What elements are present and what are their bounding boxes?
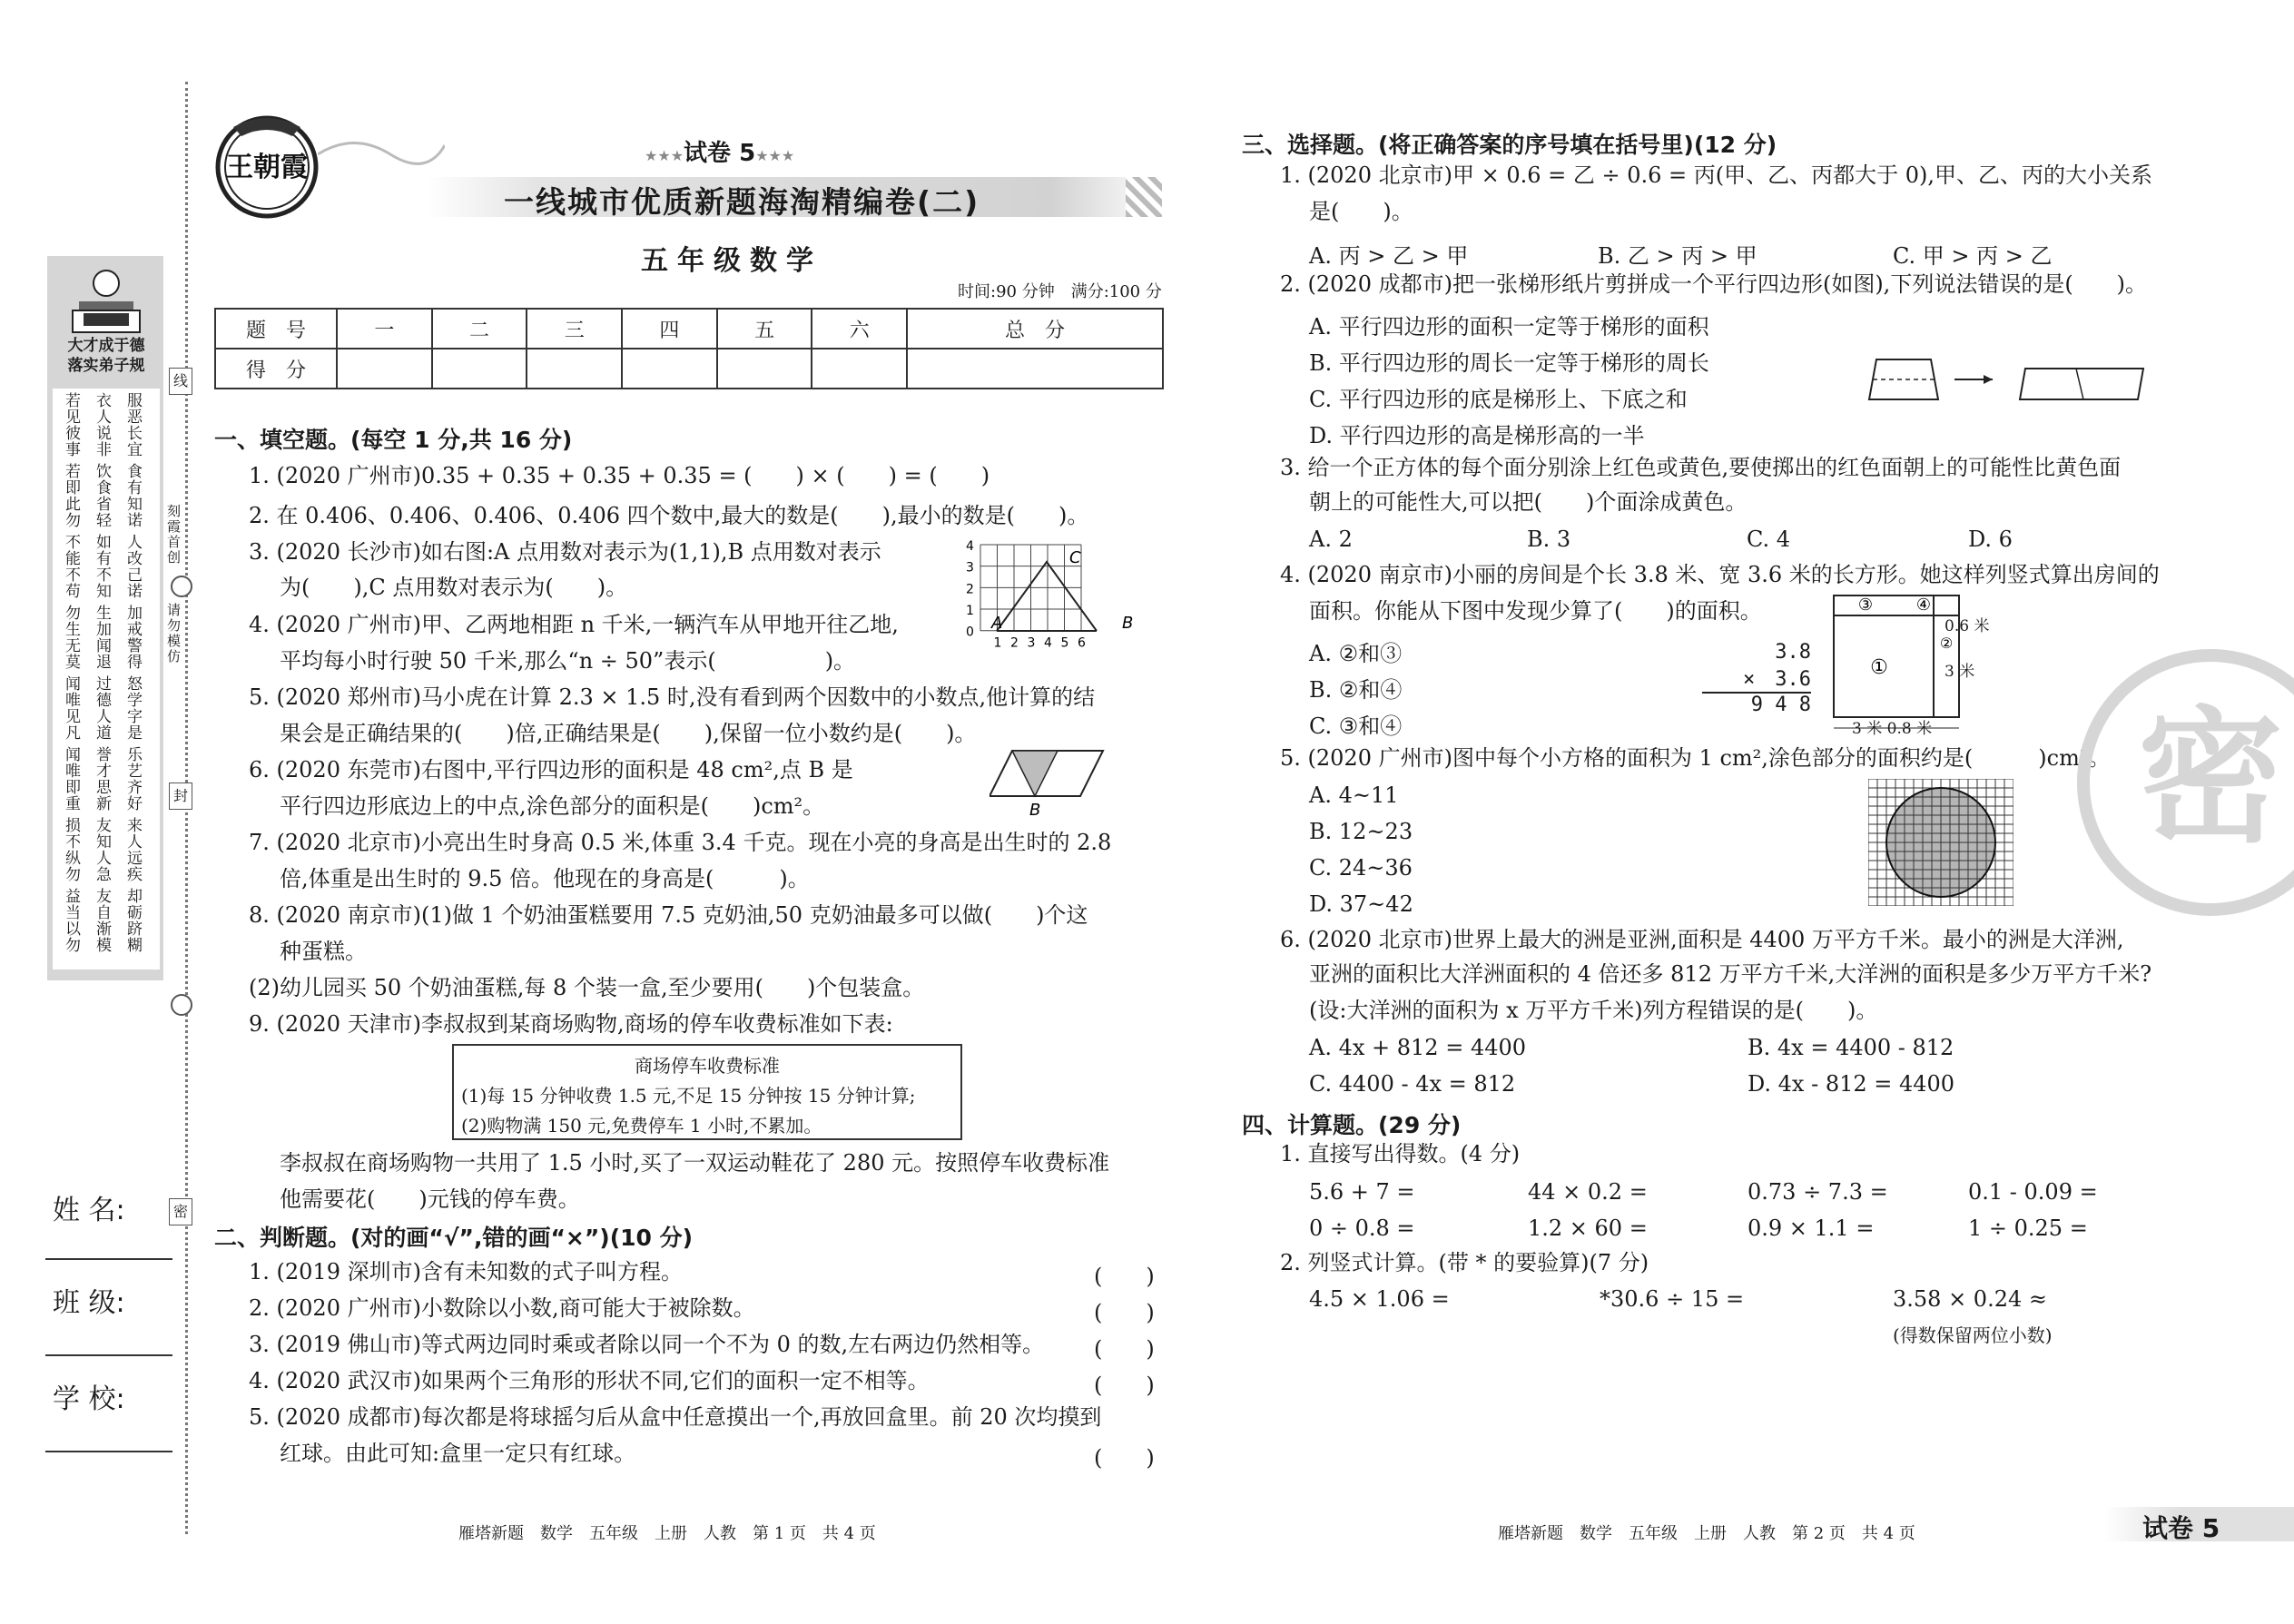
s3-q6-opt-c[interactable]: C. 4400 - 4x = 812: [1309, 1071, 1516, 1097]
s3-q3-opt-c[interactable]: C. 4: [1747, 527, 1791, 552]
s3-q3-opt-a[interactable]: A. 2: [1309, 527, 1353, 552]
motto-column: 若见彼事: [62, 392, 80, 458]
score-cell: 四: [622, 309, 717, 349]
sidebar-motto-top: 大才成于德 落实弟子规: [67, 337, 145, 375]
coordinate-grid-figure: [962, 537, 1153, 674]
seal-character: 密: [2137, 693, 2284, 862]
s3-q6a: 6. (2020 北京市)世界上最大的洲是亚洲,面积是 4400 万平方千米。最小的洲是大洋洲,: [1280, 927, 2124, 952]
s4-calc: 0.73 ÷ 7.3 =: [1748, 1179, 1888, 1205]
s3-q2a: 2. (2020 成都市)把一张梯形纸片剪拼成一个平行四边形(如图),下列说法错误的是( )。: [1280, 271, 2148, 297]
region-1-label: ①: [1870, 656, 1888, 679]
motto-column: 怒学字是: [123, 675, 142, 741]
point-c-label: C: [1069, 548, 1081, 567]
logo-text: 王朝霞: [226, 152, 308, 183]
footer-badge: 试卷 5: [2142, 1513, 2220, 1543]
time-info: 时间:90 分钟 满分:100 分: [958, 282, 1162, 301]
seal-label-mi: 密: [169, 1198, 192, 1225]
vertical-multiplication: [1702, 641, 1811, 716]
grid-y-tick: 2: [966, 582, 974, 597]
s2-item-5: 5. (2020 成都市)每次都是将球摇匀后从盒中任意摸出一个,再放回盒里。前 20 次均摸到: [249, 1404, 1102, 1430]
motto-column: 如有不知: [93, 534, 111, 599]
school-label: 学 校:: [53, 1383, 125, 1415]
s3-q1a: 1. (2020 北京市)甲 × 0.6 = 乙 ÷ 0.6 = 丙(甲、乙、丙都大于 0),甲、乙、丙的大小关系: [1280, 162, 2153, 188]
seal-circle-icon-2: [171, 994, 192, 1016]
s3-q3a: 3. 给一个正方体的每个面分别涂上红色或黄色,要使掷出的红色面朝上的可能性比黄色面: [1280, 455, 2122, 480]
s1-q5a: 5. (2020 郑州市)马小虎在计算 2.3 × 1.5 时,没有看到两个因数中的小数点,他计算的结: [249, 684, 1096, 710]
score-cell: 六: [812, 309, 907, 349]
motto-column: 勿生无莫: [62, 605, 80, 670]
s1-q9b: 李叔叔在商场购物一共用了 1.5 小时,买了一双运动鞋花了 280 元。按照停车收费标准: [280, 1150, 1110, 1176]
s3-q2-opt-a[interactable]: A. 平行四边形的面积一定等于梯形的面积: [1309, 314, 1709, 340]
s3-q2-opt-c[interactable]: C. 平行四边形的底是梯形上、下底之和: [1309, 387, 1688, 412]
region-4-label: ④: [1915, 595, 1932, 615]
score-table-score-row: [215, 349, 1163, 389]
calc-line-3: 9 4 8: [1750, 694, 1811, 716]
s4-sub2: 2. 列竖式计算。(带 * 的要验算)(7 分): [1280, 1250, 1649, 1275]
parking-fee-box: [452, 1044, 962, 1140]
s3-q3-opt-b[interactable]: B. 3: [1527, 527, 1571, 552]
banner-checker: [1126, 177, 1162, 217]
s4-calc: 1.2 × 60 =: [1528, 1216, 1648, 1241]
motto-column: 闻唯即重: [62, 746, 80, 812]
seal-label-feng: 封: [169, 782, 192, 810]
brand-logo: [211, 109, 324, 222]
motto-column: 衣人说非: [93, 392, 111, 458]
grid-y-tick: 3: [966, 560, 974, 576]
parking-box-rule-2: (2)购物满 150 元,免费停车 1 小时,不累加。: [461, 1115, 822, 1137]
exam-title: 一线城市优质新题海淘精编卷(二): [504, 184, 980, 220]
grid-x-tick: 3: [1027, 635, 1036, 651]
s3-q5-opt-d[interactable]: D. 37~42: [1309, 891, 1413, 917]
motto-column: 饮食省轻: [93, 463, 111, 528]
s1-q3a: 3. (2020 长沙市)如右图:A 点用数对表示为(1,1),B 点用数对表示: [249, 539, 881, 565]
section2-title: 二、判断题。(对的画“√”,错的画“×”)(10 分): [214, 1225, 694, 1251]
motto-column: 却砺跻糊: [123, 888, 142, 953]
s2-item-1: 1. (2019 深圳市)含有未知数的式子叫方程。: [249, 1259, 683, 1284]
score-cell: 总 分: [907, 309, 1163, 349]
footer-right: 雁塔新题 数学 五年级 上册 人教 第 2 页 共 4 页: [1498, 1524, 1915, 1543]
motto-column: 益当以勿: [62, 888, 80, 953]
motto-column: 加戒警得: [123, 605, 142, 670]
s2-item-5b: 红球。由此可知:盒里一定只有红球。: [280, 1441, 636, 1466]
circle-grid-figure: [1868, 779, 2013, 906]
sidebar-copyright-2: 请勿模仿: [165, 603, 182, 664]
region-2-label: ②: [1939, 635, 1954, 652]
motto-column: 人改己诺: [123, 534, 142, 599]
s3-q6-opt-d[interactable]: D. 4x - 812 = 4400: [1748, 1071, 1955, 1097]
s1-q8c: (2)幼儿园买 50 个奶油蛋糕,每 8 个装一盒,至少要用( )个包装盒。: [249, 975, 925, 1000]
motto-column: 生加闻退: [93, 605, 111, 670]
s4-calc: 44 × 0.2 =: [1528, 1179, 1648, 1205]
score-cell: 五: [717, 309, 812, 349]
s3-q5a: 5. (2020 广州市)图中每个小方格的面积为 1 cm²,涂色部分的面积约是( )cm²。: [1280, 745, 2111, 771]
judge-answer-1[interactable]: ( ): [1094, 1264, 1155, 1289]
s4-vertical-calc: *30.6 ÷ 15 =: [1600, 1286, 1745, 1312]
calc-line-1: 3.8: [1775, 641, 1811, 664]
confidential-seal-watermark: [2074, 646, 2294, 919]
dim-06: 0.6 米: [1944, 617, 1990, 635]
s3-q4-opt-a[interactable]: A. ②和③: [1309, 641, 1403, 666]
trapezoid-to-parallelogram-figure: [1866, 352, 2147, 407]
subject-title: 五年级数学: [641, 245, 822, 277]
s4-calc: 0.1 - 0.09 =: [1968, 1179, 2098, 1205]
point-a-label: A: [991, 614, 1003, 633]
seal-label-xian: 线: [169, 368, 192, 395]
s3-q3b: 朝上的可能性大,可以把( )个面涂成黄色。: [1309, 489, 1748, 515]
s1-q2: 2. 在 0.406、0.406、0.406、0.406 四个数中,最大的数是( ),最小的数是( )。: [249, 503, 1089, 528]
region-3-label: ③: [1857, 595, 1874, 615]
s3-q6-opt-b[interactable]: B. 4x = 4400 - 812: [1748, 1035, 1954, 1060]
s3-q6c: (设:大洋洲的面积为 x 万平方千米)列方程错误的是( )。: [1309, 998, 1878, 1023]
sidebar-motto-columns: [56, 392, 156, 964]
s2-item-3: 3. (2019 佛山市)等式两边同时乘或者除以同一个不为 0 的数,左右两边仍然相等。: [249, 1332, 1045, 1357]
section4-title: 四、计算题。(29 分): [1242, 1112, 1462, 1138]
motto-column: 不能不苟: [62, 534, 80, 599]
score-table-header-row: [215, 309, 1163, 349]
parking-box-title: 商场停车收费标准: [635, 1055, 780, 1077]
s1-q6b: 平行四边形底边上的中点,涂色部分的面积是( )cm²。: [280, 793, 825, 819]
score-input[interactable]: [432, 349, 527, 389]
motto-column: 闻唯见凡: [62, 675, 80, 741]
seal-circle-icon: [171, 576, 192, 597]
sidebar-copyright-1: 刻霞首创: [165, 504, 182, 566]
score-input[interactable]: [527, 349, 622, 389]
class-label: 班 级:: [53, 1287, 125, 1319]
name-field[interactable]: [45, 1258, 172, 1260]
ribbon-decoration: [318, 127, 445, 182]
judge-answer-2[interactable]: ( ): [1094, 1300, 1155, 1325]
s4-sub1: 1. 直接写出得数。(4 分): [1280, 1141, 1521, 1166]
s2-item-4: 4. (2020 武汉市)如果两个三角形的形状不同,它们的面积一定不相等。: [249, 1368, 930, 1393]
grid-x-tick: 6: [1078, 635, 1086, 651]
judge-answer-3[interactable]: ( ): [1094, 1336, 1155, 1362]
grid-y-tick: 1: [966, 604, 974, 619]
s4-calc: 1 ÷ 0.25 =: [1968, 1216, 2088, 1241]
s3-q5-opt-b[interactable]: B. 12~23: [1309, 819, 1413, 844]
s1-q1: 1. (2020 广州市)0.35 + 0.35 + 0.35 + 0.35 = ( ) × ( ) = ( ): [249, 463, 990, 488]
s1-q7b: 倍,体重是出生时的 9.5 倍。他现在的身高是( )。: [280, 866, 810, 891]
motto-column: 友自渐模: [93, 888, 111, 953]
score-input[interactable]: [717, 349, 812, 389]
grid-y-tick: 0: [966, 625, 974, 640]
dim-3m: 3 米: [1944, 663, 1975, 681]
s3-q1-opt-b[interactable]: B. 乙 > 丙 > 甲: [1598, 243, 1757, 269]
s3-q1-opt-a[interactable]: A. 丙 > 乙 > 甲: [1309, 243, 1469, 269]
student-figure-icon: [56, 263, 156, 336]
s3-q6-opt-a[interactable]: A. 4x + 812 = 4400: [1309, 1035, 1527, 1060]
motto-column: 来人远疾: [123, 817, 142, 882]
s1-q4a: 4. (2020 广州市)甲、乙两地相距 n 千米,一辆汽车从甲地开往乙地,: [249, 612, 899, 637]
score-input[interactable]: [622, 349, 717, 389]
score-row-label: 得 分: [215, 349, 337, 389]
judge-answer-5[interactable]: ( ): [1094, 1445, 1155, 1471]
score-input[interactable]: [907, 349, 1163, 389]
s1-q6a: 6. (2020 东莞市)右图中,平行四边形的面积是 48 cm²,点 B 是: [249, 757, 853, 782]
s1-q3b: 为( ),C 点用数对表示为( )。: [280, 575, 628, 600]
exam-number: ★★★试卷 5★★★: [645, 140, 795, 167]
s4-calc: 5.6 + 7 =: [1309, 1179, 1415, 1205]
s1-q9c: 他需要花( )元钱的停车费。: [280, 1186, 580, 1212]
judge-answer-4[interactable]: ( ): [1094, 1373, 1155, 1398]
s1-q7a: 7. (2020 北京市)小亮出生时身高 0.5 米,体重 3.4 千克。现在小亮的身高是出生时的 2.8: [249, 830, 1112, 855]
grid-x-tick: 2: [1010, 635, 1019, 651]
s3-q5-opt-c[interactable]: C. 24~36: [1309, 855, 1413, 881]
s3-q1b: 是( )。: [1309, 199, 1413, 224]
motto-column: 乐艺齐好: [123, 746, 142, 812]
s3-q2-opt-d[interactable]: D. 平行四边形的高是梯形高的一半: [1309, 423, 1645, 448]
grid-y-tick: 4: [966, 539, 974, 554]
s4-vertical-calc: 4.5 × 1.06 =: [1309, 1286, 1450, 1312]
s1-q5b: 果会是正确结果的( )倍,正确结果是( ),保留一位小数约是( )。: [280, 721, 977, 746]
motto-column: 誉才思新: [93, 746, 111, 812]
point-b-label: B: [1122, 614, 1134, 633]
s3-q2-opt-b[interactable]: B. 平行四边形的周长一定等于梯形的周长: [1309, 350, 1709, 376]
score-cell: 二: [432, 309, 527, 349]
s1-q8a: 8. (2020 南京市)(1)做 1 个奶油蛋糕要用 7.5 克奶油,50 克奶油最多可以做( )个这: [249, 902, 1088, 928]
s4-calc: 0 ÷ 0.8 =: [1309, 1216, 1415, 1241]
motto-column: 损不纵勿: [62, 817, 80, 882]
score-input[interactable]: [812, 349, 907, 389]
footer-left: 雁塔新题 数学 五年级 上册 人教 第 1 页 共 4 页: [458, 1524, 876, 1543]
parking-box-rule-1: (1)每 15 分钟收费 1.5 元,不足 15 分钟按 15 分钟计算;: [461, 1085, 916, 1107]
para-b-label: B: [1029, 801, 1041, 819]
motto-column: 友知人急: [93, 817, 111, 882]
s3-q4-opt-c[interactable]: C. ③和④: [1309, 714, 1403, 739]
s4-vertical-calc: 3.58 × 0.24 ≈: [1893, 1286, 2047, 1312]
section1-title: 一、填空题。(每空 1 分,共 16 分): [214, 427, 573, 453]
dim-bottom: 3 米 0.8 米: [1852, 720, 1933, 738]
score-cell: 题 号: [215, 309, 337, 349]
grid-x-tick: 1: [993, 635, 1002, 651]
score-input[interactable]: [337, 349, 432, 389]
school-field[interactable]: [45, 1451, 172, 1452]
s3-q1-opt-c[interactable]: C. 甲 > 丙 > 乙: [1893, 243, 2053, 269]
name-label: 姓 名:: [53, 1195, 125, 1226]
s1-q8b: 种蛋糕。: [280, 939, 367, 964]
s3-q5-opt-a[interactable]: A. 4~11: [1309, 782, 1399, 808]
class-field[interactable]: [45, 1354, 172, 1356]
s1-q9a: 9. (2020 天津市)李叔叔到某商场购物,商场的停车收费标准如下表:: [249, 1011, 893, 1037]
s3-q3-opt-d[interactable]: D. 6: [1968, 527, 2013, 552]
grid-x-tick: 4: [1044, 635, 1052, 651]
score-cell: 三: [527, 309, 622, 349]
s4-calc: 0.9 × 1.1 =: [1748, 1216, 1875, 1241]
s2-item-2: 2. (2020 广州市)小数除以小数,商可能大于被除数。: [249, 1295, 755, 1321]
score-table: [214, 308, 1164, 389]
parallelogram-figure: [989, 746, 1108, 819]
s1-q4b: 平均每小时行驶 50 千米,那么“n ÷ 50”表示( )。: [280, 648, 856, 674]
s4-rounding-note: (得数保留两位小数): [1893, 1324, 2053, 1346]
section3-title: 三、选择题。(将正确答案的序号填在括号里)(12 分): [1242, 132, 1777, 158]
score-cell: 一: [337, 309, 432, 349]
motto-column: 服恶长宜: [123, 392, 142, 458]
s3-q4b: 面积。你能从下图中发现少算了( )的面积。: [1309, 598, 1762, 624]
motto-column: 食有知诺: [123, 463, 142, 528]
motto-column: 过德人道: [93, 675, 111, 741]
s3-q6b: 亚洲的面积比大洋洲面积的 4 倍还多 812 万平方千米,大洋洲的面积是多少万平方千米?: [1309, 961, 2152, 987]
calc-line-2: × 3.6: [1702, 664, 1811, 694]
motto-column: 若即此勿: [62, 463, 80, 528]
s3-q4-opt-b[interactable]: B. ②和④: [1309, 677, 1403, 703]
grid-x-tick: 5: [1060, 635, 1069, 651]
s3-q4a: 4. (2020 南京市)小丽的房间是个长 3.8 米、宽 3.6 米的长方形。她这样列竖式算出房间的: [1280, 562, 2160, 587]
